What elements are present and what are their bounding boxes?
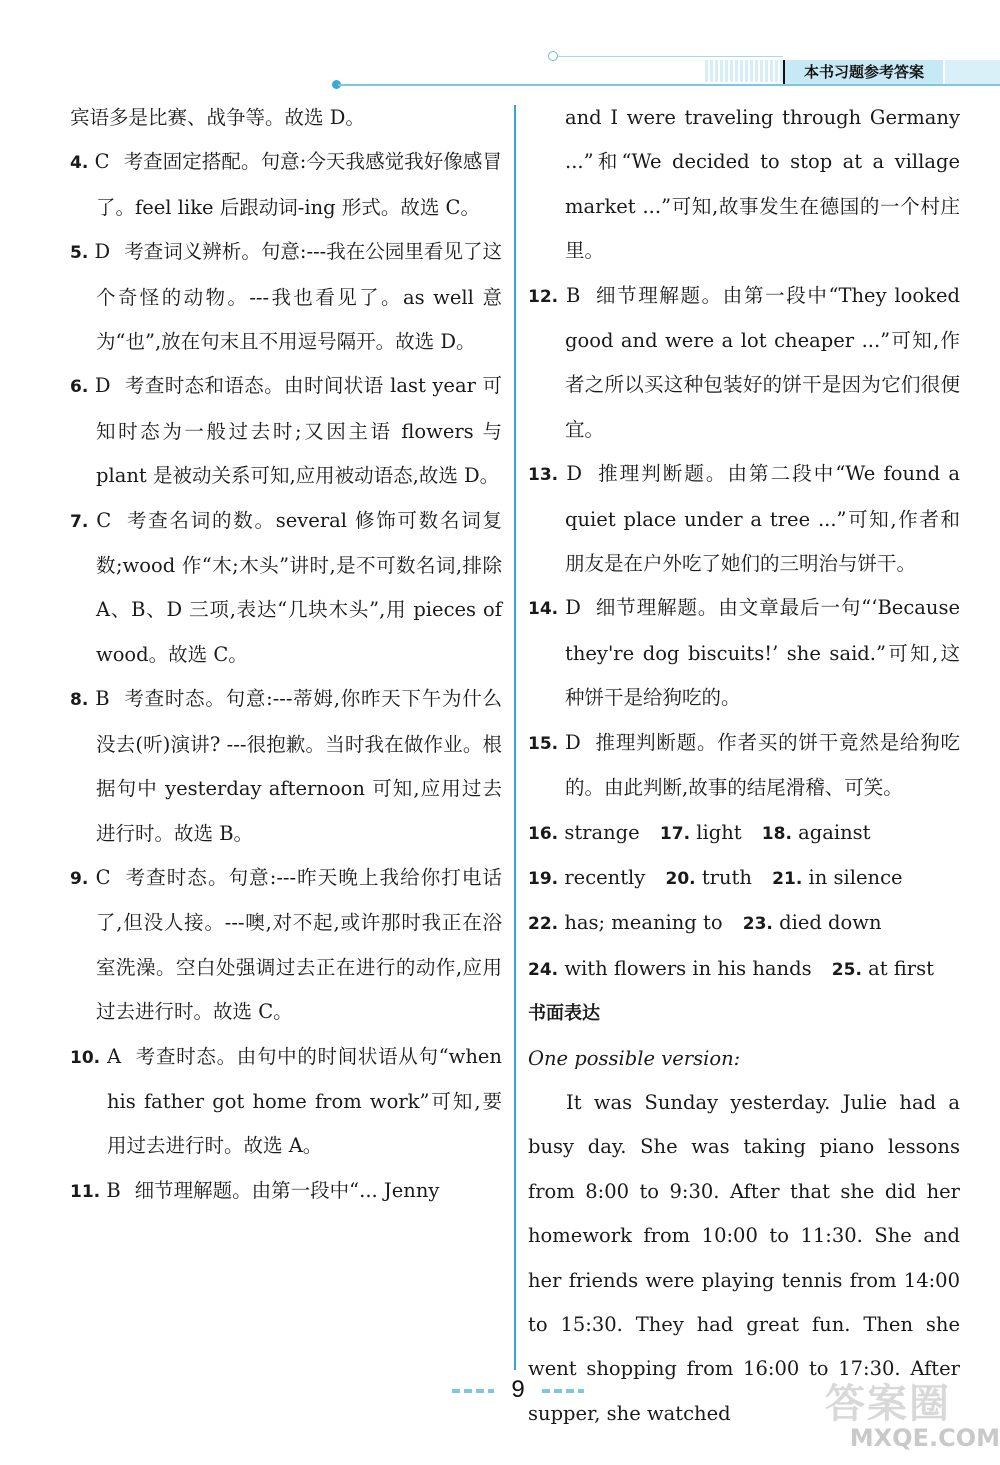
answer-14 [528,586,960,720]
answer-number: 11. [70,1181,101,1202]
answer-4 [70,140,502,230]
footer-decoration-right [542,1389,584,1393]
answer-number: 14. [528,599,559,620]
answer-number: 10. [70,1047,101,1068]
answer-6 [70,364,502,498]
answer-8 [70,677,502,856]
answer-key: D [94,374,111,398]
page-number: 9 [511,1376,525,1403]
answer-number: 13. [528,465,559,486]
answer-7 [70,499,502,678]
answer-12 [528,274,960,453]
answer-11-continuation: and I were traveling through Germany ...”和“We decided to stop at a village market ...”可知,故事发生在德国的一个村庄里。 [565,106,960,263]
answer-9 [70,856,502,1035]
header-tail-decoration [945,60,1000,84]
answer-explanation: 细节理解题。由第一段中“They looked good and were a lot cheaper ...”可知,作者之所以买这种包装好的饼干是因为它们很便宜。 [565,283,960,441]
answer-number: 6. [70,377,89,398]
answer-key: D [94,240,111,264]
fill-answer: in silence [808,865,903,889]
answer-10 [70,1035,502,1169]
fill-answer: died down [779,911,882,935]
answer-key: A [107,1044,122,1068]
fill-answer: has; meaning to [564,911,723,935]
header-thin-line [558,56,783,57]
answer-key: B [565,283,581,307]
sample-essay: It was Sunday yesterday. Julie had a busy day. She was taking piano lessons from 8:00 to 9:30. After that she did her homework from 10:00 to 11:30. She and her friends were playing tennis from 14:00 to 15:30. They had great fun. Then she went shopping from 16:00 to 17:30. After supper, she watched [528,1090,960,1425]
answer-explanation: 考查时态。句意:---昨天晚上我给你打电话了,但没人接。---噢,对不起,或许那时我正在浴室洗澡。空白处强调过去正在进行的动作,应用过去进行时。故选 C。 [96,865,502,1024]
fill-number: 21. [772,868,803,889]
answer-11 [70,1169,502,1214]
fill-number: 25. [831,959,862,980]
header-title: 本书习题参考答案 [783,60,943,84]
fill-answer: light [696,820,742,844]
fill-answer: with flowers in his hands [564,956,812,980]
answer-key: D [565,730,581,754]
fill-in-row [528,811,960,856]
answer-explanation: 考查时态和语态。由时间状语 last year 可知时态为一般过去时;又因主语 flowers 与 plant 是被动关系可知,应用被动语态,故选 D。 [96,374,502,488]
fill-answer: truth [701,865,752,889]
answer-key: B [106,1178,121,1202]
watermark-logo: 答案圈 [825,1381,951,1427]
left-column [70,96,502,1214]
fill-number: 23. [742,914,773,935]
answer-explanation: 推理判断题。作者买的饼干竟然是给狗吃的。由此判断,故事的结尾滑稽、可笑。 [565,730,960,800]
answer-explanation: 考查词义辨析。句意:---我在公园里看见了这个奇怪的动物。---我也看见了。as well 意为“也”,放在句末且不用逗号隔开。故选 D。 [96,240,502,354]
right-column [528,96,960,1436]
answer-key: C [96,508,112,532]
left-lead-text: 宾语多是比赛、战争等。故选 D。 [70,106,365,129]
fill-number: 16. [528,823,559,844]
version-label: One possible version: [528,1046,741,1070]
answer-number: 4. [70,153,89,174]
answer-key: D [566,462,583,486]
fill-number: 18. [761,823,792,844]
fill-in-row [528,856,960,901]
answer-key: C [95,865,111,889]
fill-number: 22. [528,914,559,935]
header-band-decoration [705,60,785,82]
answer-key: B [95,687,110,711]
section-heading: 书面表达 [528,1003,600,1025]
footer-decoration-left [452,1389,494,1393]
fill-answer: against [798,820,871,844]
fill-answer: strange [564,820,640,844]
answer-15 [528,721,960,811]
answer-explanation: 细节理解题。由文章最后一句“‘Because they're dog biscuits!’ she said.”可知,这种饼干是给狗吃的。 [565,596,960,710]
answer-number: 5. [70,243,89,264]
watermark [800,1372,1000,1465]
column-divider [514,105,516,1370]
answer-13 [528,452,960,586]
answer-explanation: 考查时态。由句中的时间状语从句“when his father got home from work”可知,要用过去进行时。故选 A。 [107,1044,502,1158]
answer-key: C [94,150,110,174]
fill-number: 17. [659,823,691,844]
answer-number: 8. [70,690,89,711]
header-ring-decoration [548,51,558,61]
answer-explanation: 细节理解题。由第一段中“... Jenny [134,1178,440,1202]
fill-in-row [528,901,960,946]
answer-key: D [565,596,581,620]
answer-number: 15. [528,733,559,754]
watermark-site: MXQE.COM [849,1424,1000,1452]
fill-answer: recently [564,865,646,889]
fill-number: 20. [665,868,696,889]
fill-in-row [528,947,960,992]
answer-number: 7. [70,511,89,532]
answer-explanation: 推理判断题。由第二段中“We found a quiet place under a tree ...”可知,作者和朋友是在户外吃了她们的三明治与饼干。 [565,462,960,576]
answer-number: 9. [70,868,89,889]
header-line [338,84,1000,86]
answer-explanation: 考查时态。句意:---蒂姆,你昨天下午为什么没去(听)演讲? ---很抱歉。当时我在做作业。根据句中 yesterday afternoon 可知,应用过去进行时。故选 B。 [96,687,502,845]
answer-5 [70,230,502,364]
answer-explanation: 考查固定搭配。句意:今天我感觉我好像感冒了。feel like 后跟动词-ing 形式。故选 C。 [96,150,502,219]
answer-number: 12. [528,286,559,307]
fill-number: 19. [528,868,559,889]
fill-number: 24. [528,959,559,980]
answer-explanation: 考查名词的数。several 修饰可数名词复数;wood 作“木;木头”讲时,是不可数名词,排除 A、B、D 三项,表达“几块木头”,用 pieces of wood。故选 C。 [96,508,502,666]
fill-answer: at first [868,956,934,980]
